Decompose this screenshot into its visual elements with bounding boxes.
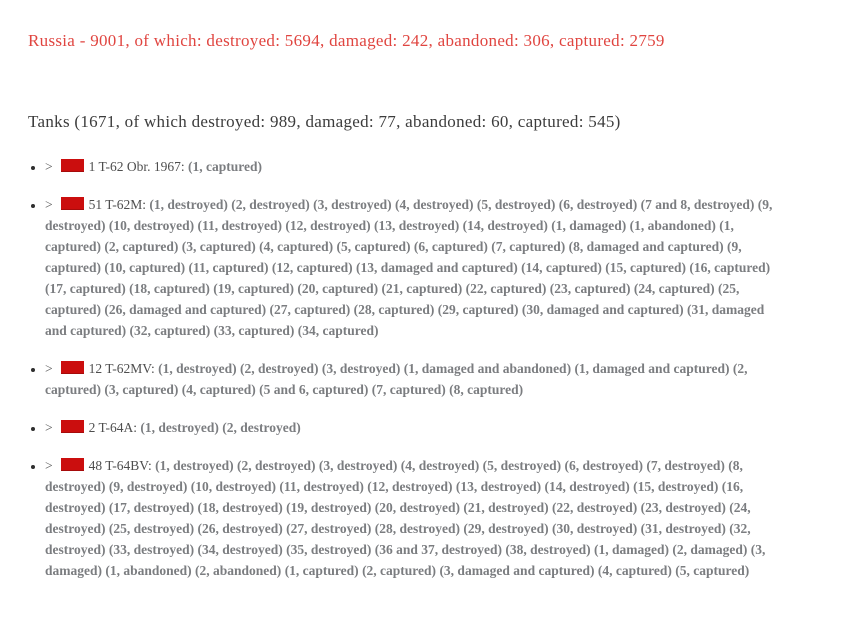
loss-record-link[interactable]: (21, captured) (381, 281, 463, 296)
loss-record-link[interactable]: (2, captured) (362, 563, 437, 578)
loss-record-link[interactable]: (3, destroyed) (321, 361, 401, 376)
loss-record-link[interactable]: (10, captured) (104, 260, 186, 275)
loss-record-link[interactable]: (8, damaged and captured) (568, 239, 724, 254)
loss-record-link[interactable]: (34, captured) (297, 323, 379, 338)
loss-record-link[interactable]: (1, destroyed) (158, 361, 237, 376)
loss-record-link[interactable]: (22, destroyed) (552, 500, 638, 515)
loss-record-link[interactable]: (1, captured) (188, 159, 263, 174)
tank-entry (45, 358, 787, 400)
loss-record-link[interactable]: (33, destroyed) (108, 542, 195, 557)
soviet-union-flag-icon (61, 458, 84, 471)
loss-record-link[interactable]: (23, destroyed) (640, 500, 726, 515)
loss-record-link[interactable]: (26, damaged and captured) (104, 302, 267, 317)
loss-record-link[interactable]: (27, captured) (269, 302, 351, 317)
tank-entry (45, 417, 787, 438)
tank-entry-label: 12 T-62MV: (88, 361, 155, 376)
loss-record-link[interactable]: (14, captured) (521, 260, 602, 275)
loss-record-link[interactable]: (13, destroyed) (374, 218, 460, 233)
loss-record-link[interactable]: (28, destroyed) (374, 521, 460, 536)
soviet-union-flag-icon (61, 420, 84, 433)
loss-record-link[interactable]: (11, destroyed) (279, 479, 364, 494)
loss-record-link[interactable]: (1, damaged) (551, 218, 627, 233)
loss-record-link[interactable]: (16, destroyed) (45, 479, 744, 515)
loss-record-link[interactable]: (6, destroyed) (558, 197, 638, 212)
loss-record-link[interactable]: (11, captured) (188, 260, 269, 275)
expand-chevron-icon[interactable]: > (45, 420, 53, 435)
expand-chevron-icon[interactable]: > (45, 159, 53, 174)
loss-record-link[interactable]: (24, captured) (633, 281, 715, 296)
loss-record-link[interactable]: (25, destroyed) (108, 521, 195, 536)
loss-record-link[interactable]: (1, destroyed) (155, 458, 234, 473)
loss-record-link[interactable]: (33, captured) (213, 323, 295, 338)
loss-record-link[interactable]: (7, captured) (371, 382, 446, 397)
loss-records (45, 458, 765, 578)
loss-record-link[interactable]: (14, destroyed) (462, 218, 548, 233)
loss-record-link[interactable]: (32, destroyed) (45, 521, 751, 557)
loss-record-link[interactable]: (5, captured) (336, 239, 411, 254)
loss-record-link[interactable]: (9, destroyed) (108, 479, 188, 494)
loss-record-link[interactable]: (18, captured) (129, 281, 210, 296)
soviet-union-flag-icon (61, 197, 84, 210)
loss-record-link[interactable]: (3, captured) (181, 239, 256, 254)
loss-record-link[interactable]: (8, captured) (449, 382, 524, 397)
loss-record-link[interactable]: (2, destroyed) (240, 361, 319, 376)
loss-record-link[interactable]: (1, damaged and abandoned) (403, 361, 572, 376)
loss-record-link[interactable]: (2, captured) (104, 239, 179, 254)
loss-record-link[interactable]: (9, destroyed) (45, 197, 773, 233)
tank-entry-label: 1 T-62 Obr. 1967: (88, 159, 185, 174)
loss-record-link[interactable]: (19, destroyed) (286, 500, 372, 515)
loss-record-link[interactable]: (24, destroyed) (45, 500, 751, 536)
loss-record-link[interactable]: (1, abandoned) (629, 218, 716, 233)
loss-record-link[interactable]: (1, destroyed) (149, 197, 228, 212)
loss-record-link[interactable]: (7 and 8, destroyed) (640, 197, 755, 212)
loss-record-link[interactable]: (2, destroyed) (237, 458, 316, 473)
loss-record-link[interactable]: (10, destroyed) (190, 479, 276, 494)
loss-record-link[interactable]: (15, destroyed) (633, 479, 719, 494)
loss-record-link[interactable]: (4, captured) (259, 239, 334, 254)
loss-record-link[interactable]: (4, captured) (181, 382, 256, 397)
tank-entry (45, 455, 787, 581)
loss-record-link[interactable]: (5, captured) (675, 563, 750, 578)
loss-record-link[interactable]: (2, damaged) (672, 542, 748, 557)
country-total-heading: Russia - 9001, of which: destroyed: 5694, damaged: 242, abandoned: 306, captured: 2759 (28, 31, 665, 50)
loss-record-link[interactable]: (1, damaged) (594, 542, 670, 557)
loss-record-link[interactable]: (5 and 6, captured) (259, 382, 369, 397)
expand-chevron-icon[interactable]: > (45, 458, 53, 473)
expand-chevron-icon[interactable]: > (45, 361, 53, 376)
loss-record-link[interactable]: (30, damaged and captured) (521, 302, 684, 317)
loss-record-link[interactable]: (29, captured) (437, 302, 519, 317)
loss-record-link[interactable]: (8, destroyed) (45, 458, 743, 494)
loss-record-link[interactable]: (13, destroyed) (455, 479, 542, 494)
tank-entry-label: 48 T-64BV: (88, 458, 152, 473)
loss-record-link[interactable]: (30, destroyed) (552, 521, 638, 536)
loss-record-link[interactable]: (16, captured) (689, 260, 771, 275)
loss-record-link[interactable]: (25, captured) (45, 281, 740, 317)
loss-record-link[interactable]: (9, captured) (45, 239, 742, 275)
tank-entry-label: 51 T-62M: (88, 197, 147, 212)
loss-record-link[interactable]: (35, destroyed) (286, 542, 372, 557)
loss-record-link[interactable]: (6, captured) (413, 239, 488, 254)
loss-record-link[interactable]: (5, destroyed) (482, 458, 562, 473)
tank-entry (45, 194, 787, 341)
tank-entry (45, 156, 787, 177)
loss-record-link[interactable]: (7, captured) (491, 239, 566, 254)
loss-records (188, 159, 262, 174)
loss-record-link[interactable]: (3, damaged) (45, 542, 766, 578)
loss-record-link[interactable]: (15, captured) (605, 260, 687, 275)
loss-record-link[interactable]: (19, captured) (213, 281, 294, 296)
loss-record-link[interactable]: (6, destroyed) (564, 458, 644, 473)
loss-record-link[interactable]: (12, captured) (271, 260, 353, 275)
loss-record-link[interactable]: (2, destroyed) (231, 197, 310, 212)
loss-record-link[interactable]: (14, destroyed) (544, 479, 630, 494)
loss-record-link[interactable]: (36 and 37, destroyed) (374, 542, 503, 557)
loss-record-link[interactable]: (27, destroyed) (286, 521, 372, 536)
loss-record-link[interactable]: (1, damaged and captured) (574, 361, 730, 376)
loss-record-link[interactable]: (38, destroyed) (505, 542, 591, 557)
loss-record-link[interactable]: (12, destroyed) (367, 479, 453, 494)
loss-record-link[interactable]: (1, captured) (45, 218, 734, 254)
loss-record-link[interactable]: (4, destroyed) (400, 458, 480, 473)
loss-record-link[interactable]: (22, captured) (465, 281, 547, 296)
loss-records (140, 420, 300, 435)
loss-record-link[interactable]: (3, captured) (104, 382, 179, 397)
expand-chevron-icon[interactable]: > (45, 197, 53, 212)
loss-record-link[interactable]: (31, destroyed) (640, 521, 726, 536)
loss-record-link[interactable]: (4, destroyed) (395, 197, 474, 212)
loss-record-link[interactable]: (31, damaged and captured) (45, 302, 765, 338)
loss-record-link[interactable]: (1, captured) (284, 563, 359, 578)
tank-entry-label: 2 T-64A: (88, 420, 138, 435)
loss-record-link[interactable]: (26, destroyed) (197, 521, 283, 536)
loss-record-link[interactable]: (11, destroyed) (197, 218, 282, 233)
loss-record-link[interactable]: (12, destroyed) (285, 218, 371, 233)
loss-record-link[interactable]: (32, captured) (129, 323, 211, 338)
loss-record-link[interactable]: (34, destroyed) (197, 542, 283, 557)
tanks-section-heading: Tanks (1671, of which destroyed: 989, damaged: 77, abandoned: 60, captured: 545) (28, 112, 621, 131)
tank-entries-list (28, 156, 787, 581)
loss-record-link[interactable]: (1, destroyed) (140, 420, 219, 435)
loss-record-link[interactable]: (21, destroyed) (463, 500, 549, 515)
loss-record-link[interactable]: (3, destroyed) (318, 458, 398, 473)
loss-record-link[interactable]: (2, destroyed) (222, 420, 301, 435)
loss-record-link[interactable]: (20, captured) (297, 281, 379, 296)
loss-record-link[interactable]: (13, damaged and captured) (356, 260, 518, 275)
loss-record-link[interactable]: (3, destroyed) (313, 197, 392, 212)
soviet-union-flag-icon (61, 361, 84, 374)
loss-record-link[interactable]: (2, abandoned) (195, 563, 282, 578)
loss-record-link[interactable]: (10, destroyed) (108, 218, 195, 233)
loss-record-link[interactable]: (7, destroyed) (646, 458, 725, 473)
soviet-union-flag-icon (61, 159, 84, 172)
loss-record-link[interactable]: (20, destroyed) (374, 500, 460, 515)
loss-record-link[interactable]: (18, destroyed) (197, 500, 283, 515)
loss-record-link[interactable]: (2, captured) (45, 361, 748, 397)
loss-record-link[interactable]: (17, captured) (45, 281, 126, 296)
loss-record-link[interactable]: (1, abandoned) (105, 563, 192, 578)
loss-record-link[interactable]: (17, destroyed) (108, 500, 195, 515)
loss-record-link[interactable]: (23, captured) (549, 281, 631, 296)
loss-record-link[interactable]: (4, captured) (597, 563, 672, 578)
loss-record-link[interactable]: (29, destroyed) (463, 521, 549, 536)
loss-record-link[interactable]: (28, captured) (353, 302, 435, 317)
loss-records (45, 197, 772, 338)
loss-record-link[interactable]: (3, damaged and captured) (439, 563, 595, 578)
loss-record-link[interactable]: (5, destroyed) (476, 197, 556, 212)
